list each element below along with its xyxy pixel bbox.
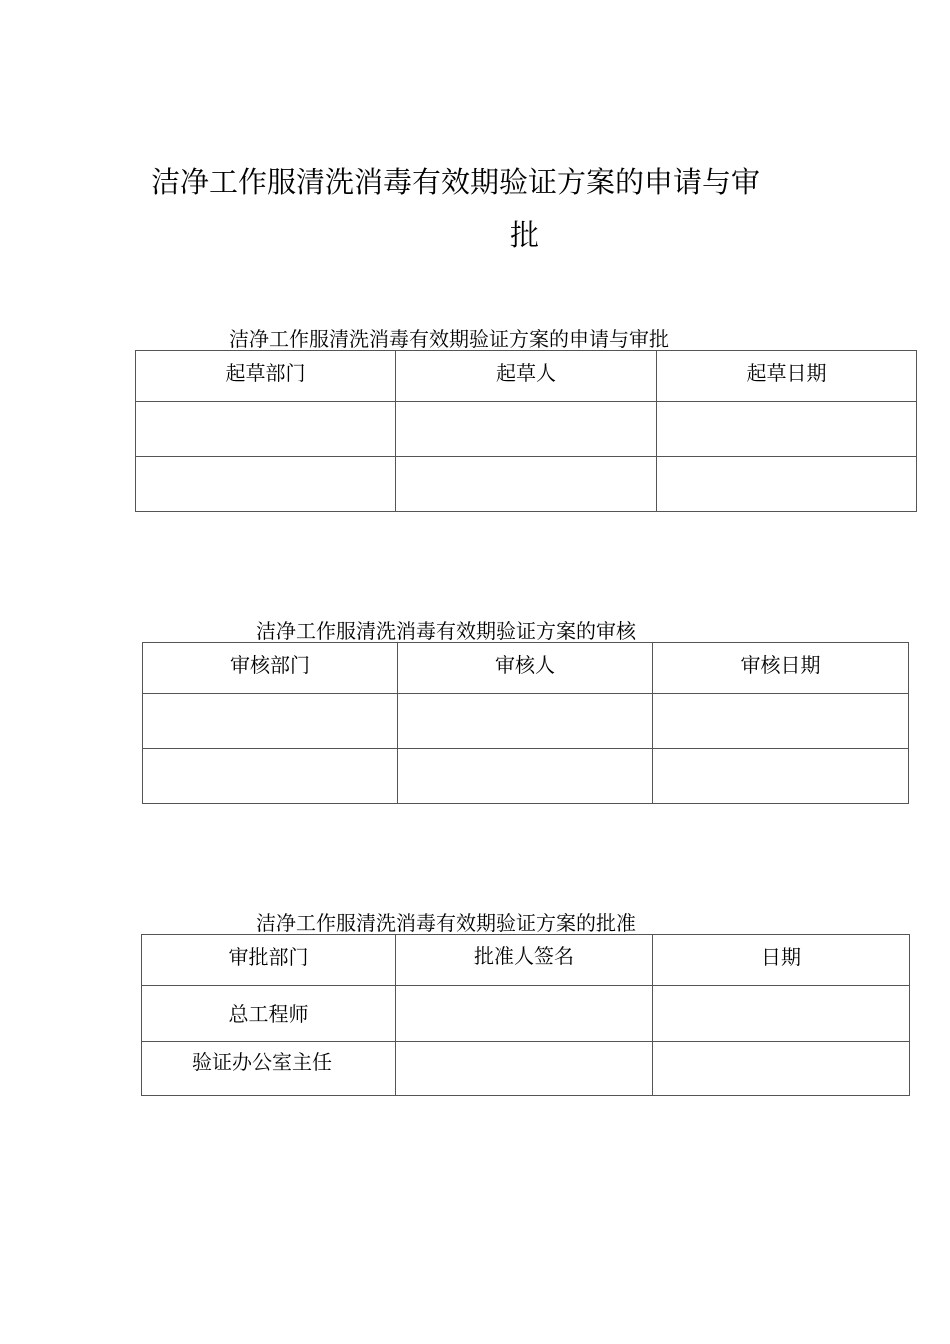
header-cell: 批准人签名 [396, 935, 653, 986]
table-cell[interactable] [143, 749, 398, 804]
table-cell[interactable] [653, 749, 909, 804]
table-row [143, 749, 909, 804]
header-cell: 起草人 [396, 351, 657, 402]
header-cell: 审核日期 [653, 643, 909, 694]
signature-cell[interactable] [396, 986, 653, 1042]
signature-cell[interactable] [396, 1042, 653, 1096]
table-cell[interactable] [653, 694, 909, 749]
draft-section-caption: 洁净工作服清洗消毒有效期验证方案的申请与审批 [229, 327, 669, 351]
header-cell: 起草日期 [657, 351, 917, 402]
table-cell[interactable] [396, 457, 657, 512]
table-cell[interactable] [657, 402, 917, 457]
table-cell[interactable] [143, 694, 398, 749]
role-cell: 验证办公室主任 [142, 1042, 396, 1096]
table-row [136, 402, 917, 457]
header-cell: 审核部门 [143, 643, 398, 694]
table-header-row [136, 351, 917, 402]
table-cell[interactable] [657, 457, 917, 512]
table-row [136, 457, 917, 512]
table-row [142, 986, 910, 1042]
role-cell: 总工程师 [142, 986, 396, 1042]
review-section-caption: 洁净工作服清洗消毒有效期验证方案的审核 [256, 619, 636, 643]
table-cell[interactable] [136, 402, 396, 457]
review-table [142, 642, 909, 804]
approval-section-caption: 洁净工作服清洗消毒有效期验证方案的批准 [256, 911, 636, 935]
draft-table [135, 350, 917, 512]
approval-table [141, 934, 910, 1096]
table-row [142, 1042, 910, 1096]
header-cell: 日期 [653, 935, 910, 986]
header-cell: 审核人 [398, 643, 653, 694]
page-title-line-1: 洁净工作服清洗消毒有效期验证方案的申请与审 [151, 165, 761, 199]
header-cell: 起草部门 [136, 351, 396, 402]
date-cell[interactable] [653, 1042, 910, 1096]
table-header-row [143, 643, 909, 694]
table-cell[interactable] [136, 457, 396, 512]
table-row [143, 694, 909, 749]
table-header-row [142, 935, 910, 986]
table-cell[interactable] [398, 694, 653, 749]
table-cell[interactable] [396, 402, 657, 457]
header-cell: 审批部门 [142, 935, 396, 986]
page-title-line-2: 批 [510, 218, 540, 252]
table-cell[interactable] [398, 749, 653, 804]
date-cell[interactable] [653, 986, 910, 1042]
